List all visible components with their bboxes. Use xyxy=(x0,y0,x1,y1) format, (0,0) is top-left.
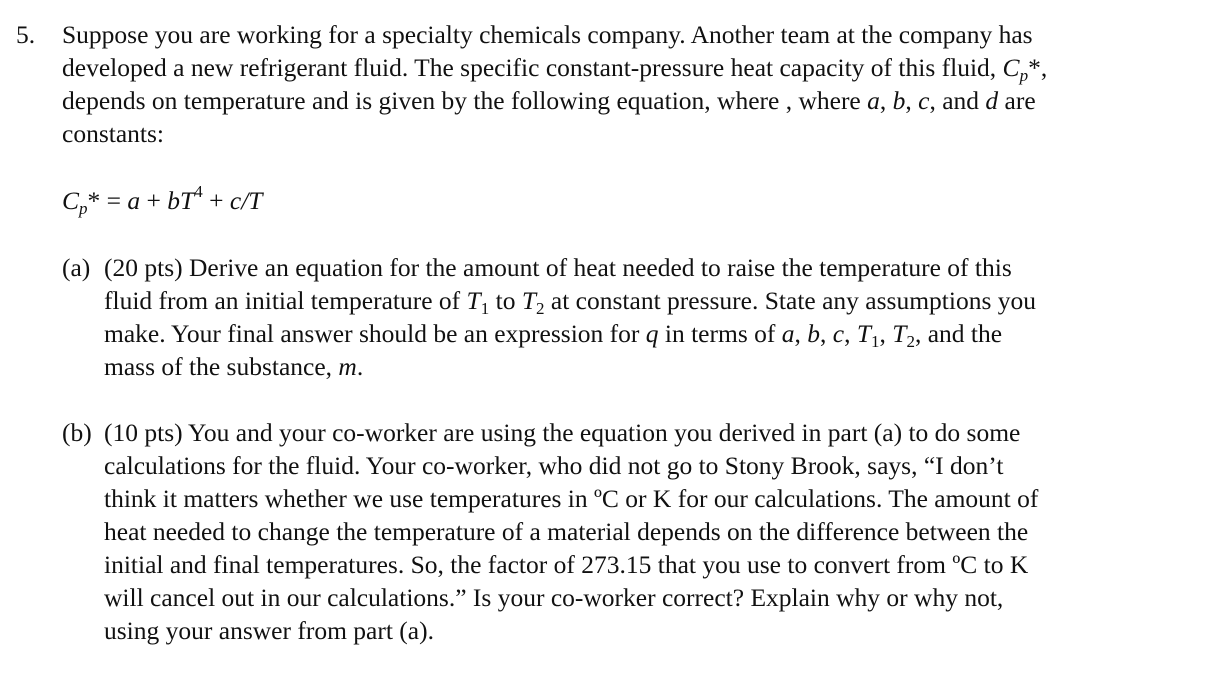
part-a-text: mass of the substance, xyxy=(104,352,339,381)
eq-term-ct: c/T xyxy=(229,186,263,215)
var-b: b xyxy=(807,319,820,348)
eq-operator: * = xyxy=(87,186,128,215)
intro-text: are xyxy=(998,86,1036,115)
t-subscript-1: 1 xyxy=(871,332,880,351)
var-t: T xyxy=(892,319,907,348)
var-d: d xyxy=(985,86,999,115)
part-a-label: (a) xyxy=(62,253,91,282)
part-a-line-2 xyxy=(104,286,1037,318)
intro-text: developed a new refrigerant fluid. The specific constant-pressure heat capacity of this fluid, xyxy=(62,53,1003,82)
var-q: q xyxy=(645,319,659,348)
intro-line-1: Suppose you are working for a specialty chemicals company. Another team at the company has xyxy=(62,20,1033,49)
separator: , xyxy=(905,86,919,115)
part-a-text: , and the xyxy=(914,319,1003,348)
part-b-label: (b) xyxy=(62,418,92,447)
cp-subscript: p xyxy=(1019,66,1029,85)
var-a: a xyxy=(781,319,795,348)
part-a-text: to xyxy=(489,286,522,315)
separator: , xyxy=(794,319,808,348)
eq-term-a: a xyxy=(127,186,141,215)
part-b-line-6: will cancel out in our calculations.” Is your co-worker correct? Explain why or why not, xyxy=(104,583,1004,612)
var-t: T xyxy=(856,319,872,348)
eq-term-bt: bT xyxy=(167,186,195,215)
part-a-text: make. Your final answer should be an expression for xyxy=(104,319,646,348)
separator: , xyxy=(879,319,893,348)
intro-line-4: constants: xyxy=(62,119,164,148)
var-t: T xyxy=(521,286,537,315)
part-a-line-1: (20 pts) Derive an equation for the amount of heat needed to raise the temperature of this xyxy=(104,253,1012,282)
eq-operator: + xyxy=(202,186,230,215)
part-b-line-3: think it matters whether we use temperatures in ºC or K for our calculations. The amount of xyxy=(104,484,1039,513)
intro-line-2 xyxy=(62,53,1048,85)
t-subscript-2: 2 xyxy=(906,332,915,351)
part-b-line-7: using your answer from part (a). xyxy=(104,616,434,645)
var-b: b xyxy=(892,86,906,115)
heat-capacity-equation xyxy=(62,182,263,218)
cp-symbol: C xyxy=(1002,53,1020,82)
intro-text: depends on temperature and is given by the following equation, where , where xyxy=(62,86,868,115)
t-subscript-1: 1 xyxy=(480,299,490,318)
part-a-text: . xyxy=(356,352,364,381)
var-c: c xyxy=(918,86,930,115)
separator: , xyxy=(820,319,833,348)
eq-exponent: 4 xyxy=(194,182,203,201)
separator: , xyxy=(844,319,857,348)
part-b-line-5: initial and final temperatures. So, the factor of 273.15 that you use to convert from ºC to K xyxy=(104,550,1029,579)
var-t: T xyxy=(466,286,481,315)
part-a-text: at constant pressure. State any assumptions you xyxy=(544,286,1037,315)
intro-text: *, xyxy=(1028,53,1048,82)
part-b-line-4: heat needed to change the temperature of a material depends on the difference between the xyxy=(104,517,1029,546)
part-a-text: in terms of xyxy=(658,319,782,348)
var-m: m xyxy=(338,352,357,381)
separator: , xyxy=(879,86,893,115)
problem-number: 5. xyxy=(16,20,36,49)
intro-text: , and xyxy=(929,86,986,115)
intro-line-3 xyxy=(62,88,1036,114)
t-subscript-2: 2 xyxy=(536,299,545,318)
eq-operator: + xyxy=(140,186,168,215)
part-a-line-4 xyxy=(104,354,363,380)
var-a: a xyxy=(867,86,880,115)
eq-cp-subscript: p xyxy=(79,199,88,218)
part-a-text: fluid from an initial temperature of xyxy=(104,286,467,315)
var-c: c xyxy=(832,319,845,348)
eq-cp: C xyxy=(62,186,80,215)
part-b-line-1: (10 pts) You and your co-worker are using the equation you derived in part (a) to do some xyxy=(104,418,1021,447)
part-a-line-3 xyxy=(104,319,1003,351)
part-b-line-2: calculations for the fluid. Your co-worker, who did not go to Stony Brook, says, “I don’t xyxy=(104,451,1004,480)
